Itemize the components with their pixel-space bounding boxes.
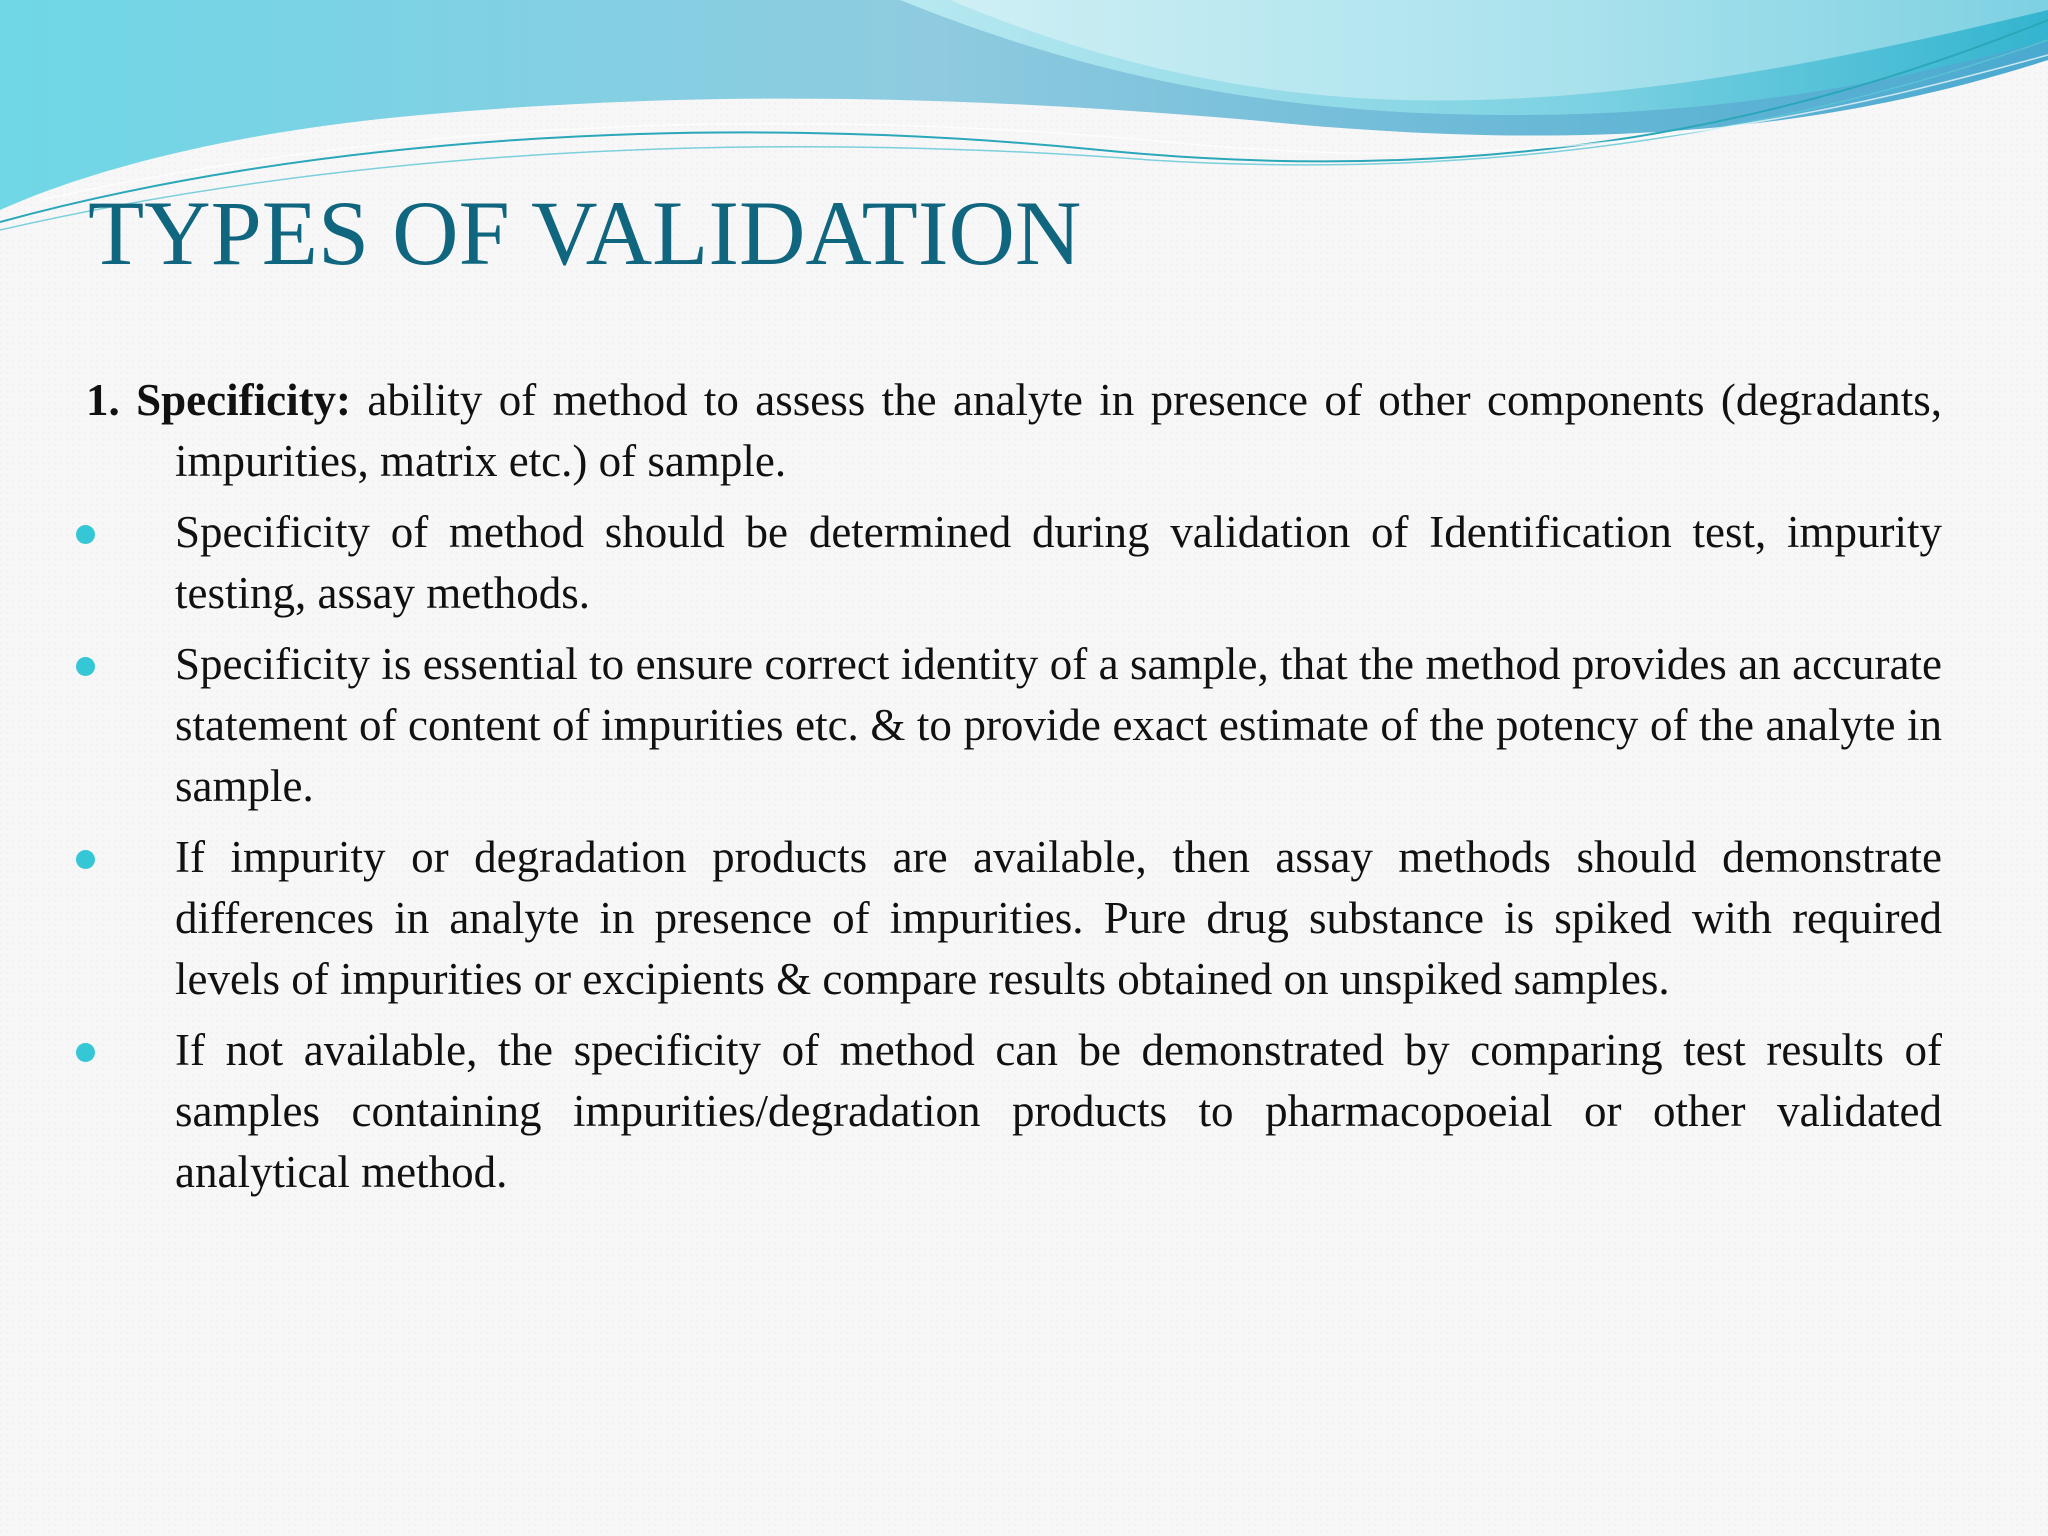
item-term: Specificity:	[136, 375, 352, 425]
list-item	[0, 1020, 1942, 1203]
item-number: 1.	[86, 375, 120, 425]
bullet-dot-icon	[76, 850, 95, 869]
list-item	[0, 502, 1942, 624]
slide-title: TYPES OF VALIDATION	[88, 182, 1082, 284]
list-item	[0, 827, 1942, 1010]
bullet-dot-icon	[76, 657, 95, 676]
slide-content	[0, 370, 2048, 1213]
list-item-text: Specificity of method should be determined during validation of Identification test, impurity testing, assay methods.	[175, 507, 1942, 618]
list-item	[0, 634, 1942, 817]
item-definition: ability of method to assess the analyte in presence of other components (degradants, impurities, matrix etc.) of sample.	[175, 375, 1942, 486]
list-item-text: If not available, the specificity of method can be demonstrated by comparing test results of samples containing impurities/degradation products to pharmacopoeial or other validated analytical method.	[175, 1025, 1942, 1197]
list-item-text: If impurity or degradation products are available, then assay methods should demonstrate differences in analyte in presence of impurities. Pure drug substance is spiked with required levels of impurities or excipients & compare results obtained on unspiked samples.	[175, 832, 1942, 1004]
bullet-dot-icon	[76, 1043, 95, 1062]
list-item-text: Specificity is essential to ensure correct identity of a sample, that the method provides an accurate statement of content of impurities etc. & to provide exact estimate of the potency of the analyte in sample.	[175, 639, 1942, 811]
numbered-item-specificity	[0, 370, 1942, 492]
bullet-dot-icon	[76, 525, 95, 544]
